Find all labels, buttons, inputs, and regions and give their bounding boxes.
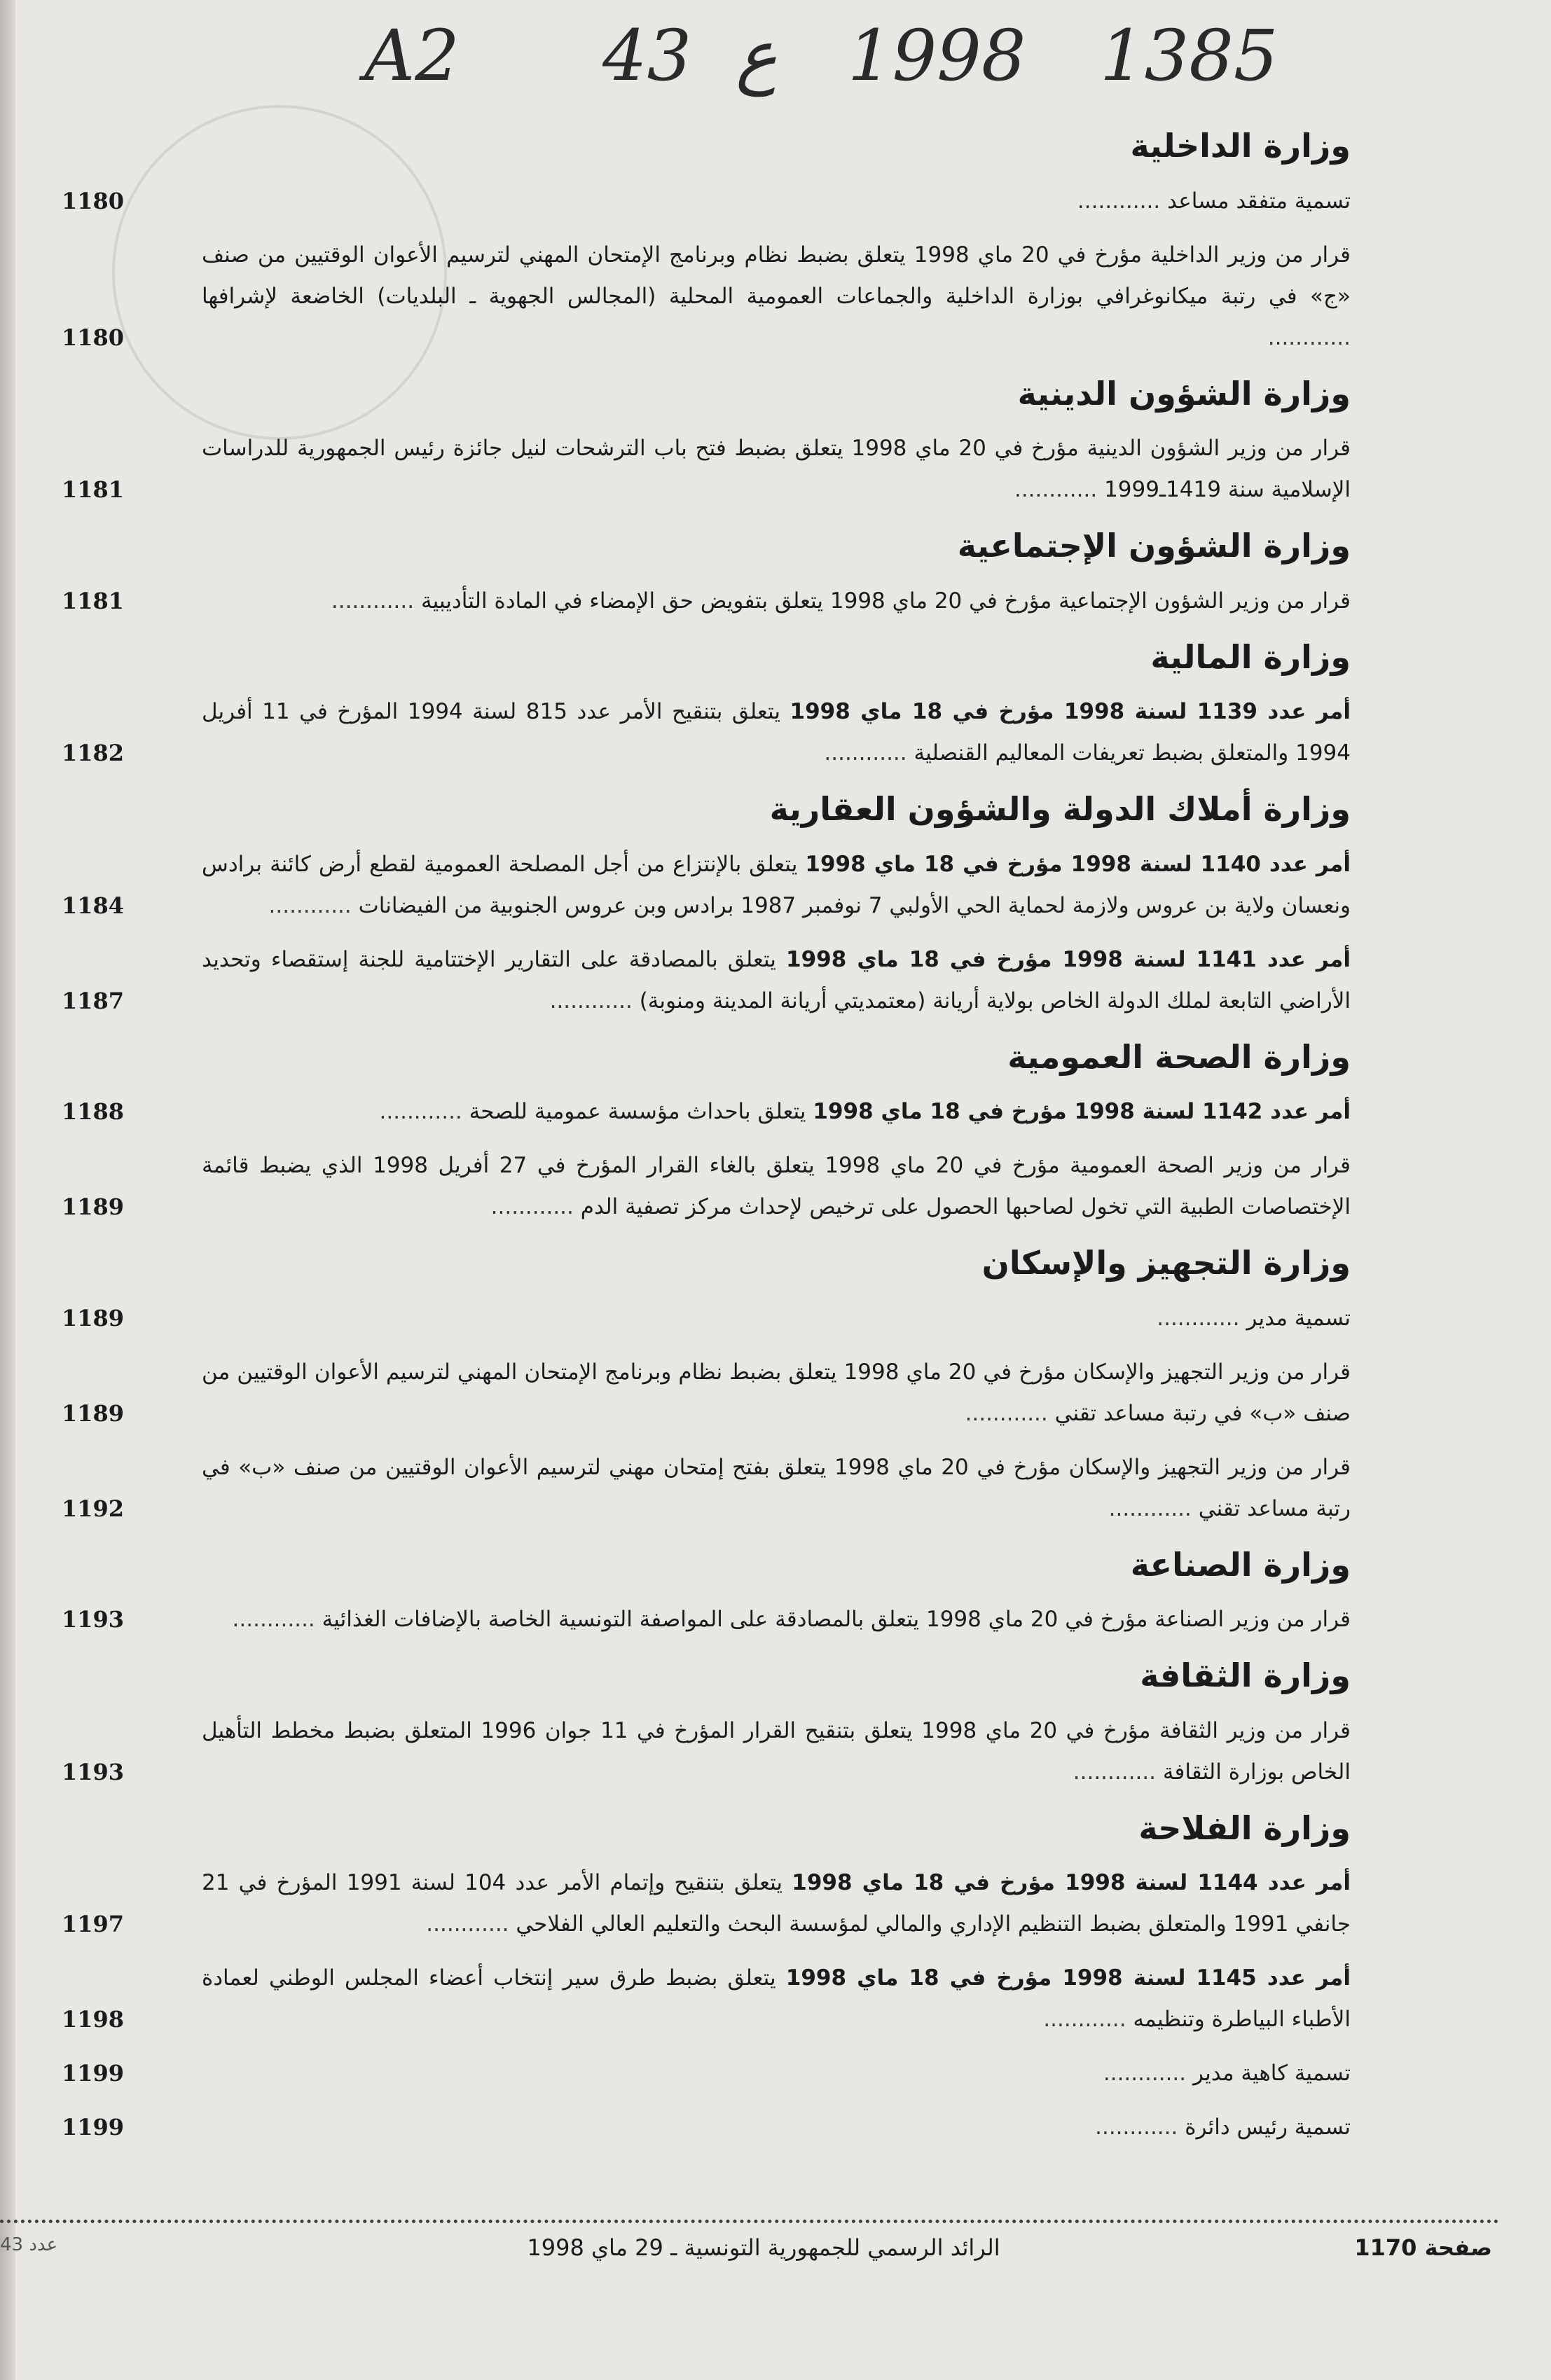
toc-entry[interactable]	[62, 1599, 1351, 1640]
entry-page-number: 1180	[62, 187, 125, 214]
entry-page-number: 1198	[62, 2006, 125, 2033]
entry-page-number: 1193	[62, 1758, 125, 1785]
leader-dots: ............	[268, 892, 359, 918]
toc-entry[interactable]	[62, 1091, 1351, 1133]
toc-entry[interactable]	[62, 844, 1351, 927]
toc-entry[interactable]	[62, 691, 1351, 774]
leader-dots: ............	[1095, 2115, 1185, 2140]
entry-text: قرار من وزير التجهيز والإسكان مؤرخ في 20 ماي 1998 يتعلق بضبط نظام وبرنامج الإمتحان المهني لترسيم الأعوان الوقتيين من صنف «ب» في رتبة مساعد تقني	[202, 1359, 1351, 1426]
leader-dots: ............	[1108, 1495, 1199, 1521]
toc-entry[interactable]	[62, 1958, 1351, 2040]
entry-page-number: 1189	[62, 1304, 125, 1331]
leader-dots: ............	[1043, 2007, 1133, 2032]
entry-page-number: 1182	[62, 740, 125, 766]
entry-page-number: 1187	[62, 987, 125, 1014]
entry-text: تسمية كاهية مدير	[1192, 2061, 1351, 2086]
toc-entry[interactable]	[62, 939, 1351, 1022]
footer-journal-title: الرائد الرسمي للجمهورية التونسية ـ 29 ماي 1998	[527, 2234, 1000, 2261]
decree-reference: أمر عدد 1139 لسنة 1998 مؤرخ في 18 ماي 1998	[790, 699, 1351, 724]
leader-dots: ............	[1077, 188, 1168, 214]
ministry-heading: وزارة الداخلية	[1130, 127, 1351, 165]
ministry-heading: وزارة المالية	[1150, 637, 1351, 676]
entry-page-number: 1197	[62, 1911, 125, 1937]
decree-reference: أمر عدد 1140 لسنة 1998 مؤرخ في 18 ماي 1998	[805, 851, 1351, 877]
toc-entry[interactable]	[62, 181, 1351, 222]
entry-page-number: 1180	[62, 324, 125, 351]
toc-entry[interactable]	[62, 1710, 1351, 1793]
handwritten-code: A2	[364, 15, 460, 97]
leader-dots: ............	[379, 1099, 469, 1124]
entry-text: يتعلق بتنقيح وإتمام الأمر عدد 104 لسنة 1991 المؤرخ في 21 جانفي 1991 والمتعلق بضبط التنظيم الإداري والمالي لمؤسسة البحث والتعليم العالي الفلاحي	[202, 1870, 1351, 1937]
entry-page-number: 1199	[62, 2114, 125, 2140]
handwritten-serial: 1385	[1100, 15, 1278, 97]
entry-text: يتعلق بضبط طرق سير إنتخاب أعضاء المجلس الوطني لعمادة الأطباء البياطرة وتنظيمه	[202, 1965, 1351, 2032]
leader-dots: ............	[1073, 1759, 1163, 1785]
page-binding-edge	[0, 0, 15, 2380]
entry-text: يتعلق بتنقيح الأمر عدد 815 لسنة 1994 المؤرخ في 11 أفريل 1994 والمتعلق بضبط تعريفات المعاليم القنصلية	[202, 699, 1351, 766]
ministry-heading: وزارة الصحة العمومية	[1007, 1037, 1351, 1076]
ministry-heading: وزارة الشؤون الدينية	[1017, 374, 1351, 413]
toc-entry[interactable]	[62, 1352, 1351, 1434]
entry-page-number: 1188	[62, 1098, 125, 1125]
ministry-heading: وزارة أملاك الدولة والشؤون العقارية	[769, 790, 1351, 828]
decree-reference: أمر عدد 1141 لسنة 1998 مؤرخ في 18 ماي 1998	[786, 946, 1351, 972]
decree-reference: أمر عدد 1144 لسنة 1998 مؤرخ في 18 ماي 1998	[792, 1870, 1351, 1895]
entry-page-number: 1199	[62, 2060, 125, 2087]
entry-text: تسمية مدير	[1246, 1305, 1351, 1331]
ministry-heading: وزارة الفلاحة	[1138, 1808, 1351, 1847]
toc-entry[interactable]	[62, 1862, 1351, 1945]
entry-text: قرار من وزير التجهيز والإسكان مؤرخ في 20 ماي 1998 يتعلق بفتح إمتحان مهني لترسيم الأعوان الوقتيين من صنف «ب» في رتبة مساعد تقني	[202, 1454, 1351, 1521]
leader-dots: ............	[490, 1194, 581, 1219]
toc-entry[interactable]	[62, 1447, 1351, 1530]
decree-reference: أمر عدد 1142 لسنة 1998 مؤرخ في 18 ماي 1998	[813, 1099, 1351, 1124]
toc-entry[interactable]	[62, 2107, 1351, 2148]
leader-dots: ............	[824, 740, 914, 766]
handwritten-year: 1998	[848, 15, 1026, 97]
handwritten-annotation	[0, 15, 1551, 126]
entry-page-number: 1189	[62, 1194, 125, 1220]
entry-text: تسمية رئيس دائرة	[1185, 2115, 1351, 2140]
ministry-heading: وزارة الصناعة	[1130, 1545, 1351, 1584]
footer-issue: عدد 43	[0, 2234, 58, 2255]
toc-entry[interactable]	[62, 2053, 1351, 2094]
leader-dots: ............	[426, 1911, 516, 1937]
entry-text: قرار من وزير الشؤون الدينية مؤرخ في 20 ماي 1998 يتعلق بضبط فتح باب الترشحات لنيل جائزة رئيس الجمهورية للدراسات الإسلامية سنة 1419ـ1999	[202, 436, 1351, 502]
entry-page-number: 1192	[62, 1495, 125, 1522]
toc-entry[interactable]	[62, 235, 1351, 359]
entry-text: يتعلق بالمصادقة على التقارير الإختتامية للجنة إستقصاء وتحديد الأراضي التابعة لملك الدولة الخاص بولاية أريانة (معتمديتي أريانة المدينة ومنوبة)	[202, 946, 1351, 1013]
leader-dots: ............	[1267, 324, 1351, 350]
entry-page-number: 1189	[62, 1399, 125, 1427]
toc-entry[interactable]	[62, 428, 1351, 511]
leader-dots: ............	[1103, 2061, 1193, 2086]
toc-entry[interactable]	[62, 581, 1351, 622]
decree-reference: أمر عدد 1145 لسنة 1998 مؤرخ في 18 ماي 1998	[785, 1965, 1351, 1991]
entry-text: قرار من وزير الثقافة مؤرخ في 20 ماي 1998 يتعلق بتنقيح القرار المؤرخ في 11 جوان 1996 المتعلق بضبط مخطط التأهيل الخاص بوزارة الثقافة	[202, 1717, 1351, 1785]
handwritten-number: 43	[602, 15, 692, 97]
entry-text: تسمية متفقد مساعد	[1167, 188, 1351, 214]
toc-entry[interactable]	[62, 1298, 1351, 1339]
entry-page-number: 1193	[62, 1606, 125, 1633]
ministry-heading: وزارة الثقافة	[1140, 1656, 1351, 1694]
leader-dots: ............	[331, 588, 421, 614]
ministry-heading: وزارة الشؤون الإجتماعية	[957, 527, 1351, 565]
entry-text: يتعلق باحداث مؤسسة عمومية للصحة	[469, 1099, 806, 1124]
leader-dots: ............	[549, 988, 640, 1013]
table-of-contents	[62, 126, 1351, 2161]
entry-page-number: 1181	[62, 476, 125, 503]
footer-page-number: صفحة 1170	[1354, 2234, 1492, 2261]
toc-entry[interactable]	[62, 1145, 1351, 1228]
entry-text: قرار من وزير الداخلية مؤرخ في 20 ماي 1998 يتعلق بضبط نظام وبرنامج الإمتحان المهني لترسيم الأعوان الوقتيين من صنف «ج» في رتبة ميكانوغرافي بوزارة الداخلية والجماعات العمومية المحلية (المجالس الجهوية ـ البلديات) الخاضعة لإشرافها	[202, 242, 1351, 309]
footer-dotted-rule	[0, 2220, 1499, 2223]
handwritten-month: ع	[736, 15, 778, 97]
page-footer	[0, 2234, 1499, 2276]
entry-page-number: 1184	[62, 892, 125, 919]
entry-page-number: 1181	[62, 587, 125, 614]
leader-dots: ............	[1014, 477, 1105, 502]
ministry-heading: وزارة التجهيز والإسكان	[981, 1244, 1351, 1282]
leader-dots: ............	[965, 1400, 1055, 1426]
entry-text: قرار من وزير الصحة العمومية مؤرخ في 20 ماي 1998 يتعلق بالغاء القرار المؤرخ في 27 أفريل 1998 الذي يضبط قائمة الإختصاصات الطبية التي تخول لصاحبها الحصول على ترخيص لإحداث مركز تصفية الدم	[202, 1153, 1351, 1219]
entry-text: قرار من وزير الشؤون الإجتماعية مؤرخ في 20 ماي 1998 يتعلق بتفويض حق الإمضاء في المادة التأديبية	[420, 588, 1351, 614]
entry-text: يتعلق بالإنتزاع من أجل المصلحة العمومية لقطع أرض كائنة برادس ونعسان ولاية بن عروس ولازمة لحماية الحي الأولبي 7 نوفمبر 1987 برادس وبن عروس الجنوبية من الفيضانات	[202, 851, 1351, 918]
leader-dots: ............	[232, 1607, 322, 1632]
entry-text: قرار من وزير الصناعة مؤرخ في 20 ماي 1998 يتعلق بالمصادقة على المواصفة التونسية الخاصة بالإضافات الغذائية	[322, 1607, 1351, 1632]
leader-dots: ............	[1157, 1305, 1247, 1331]
